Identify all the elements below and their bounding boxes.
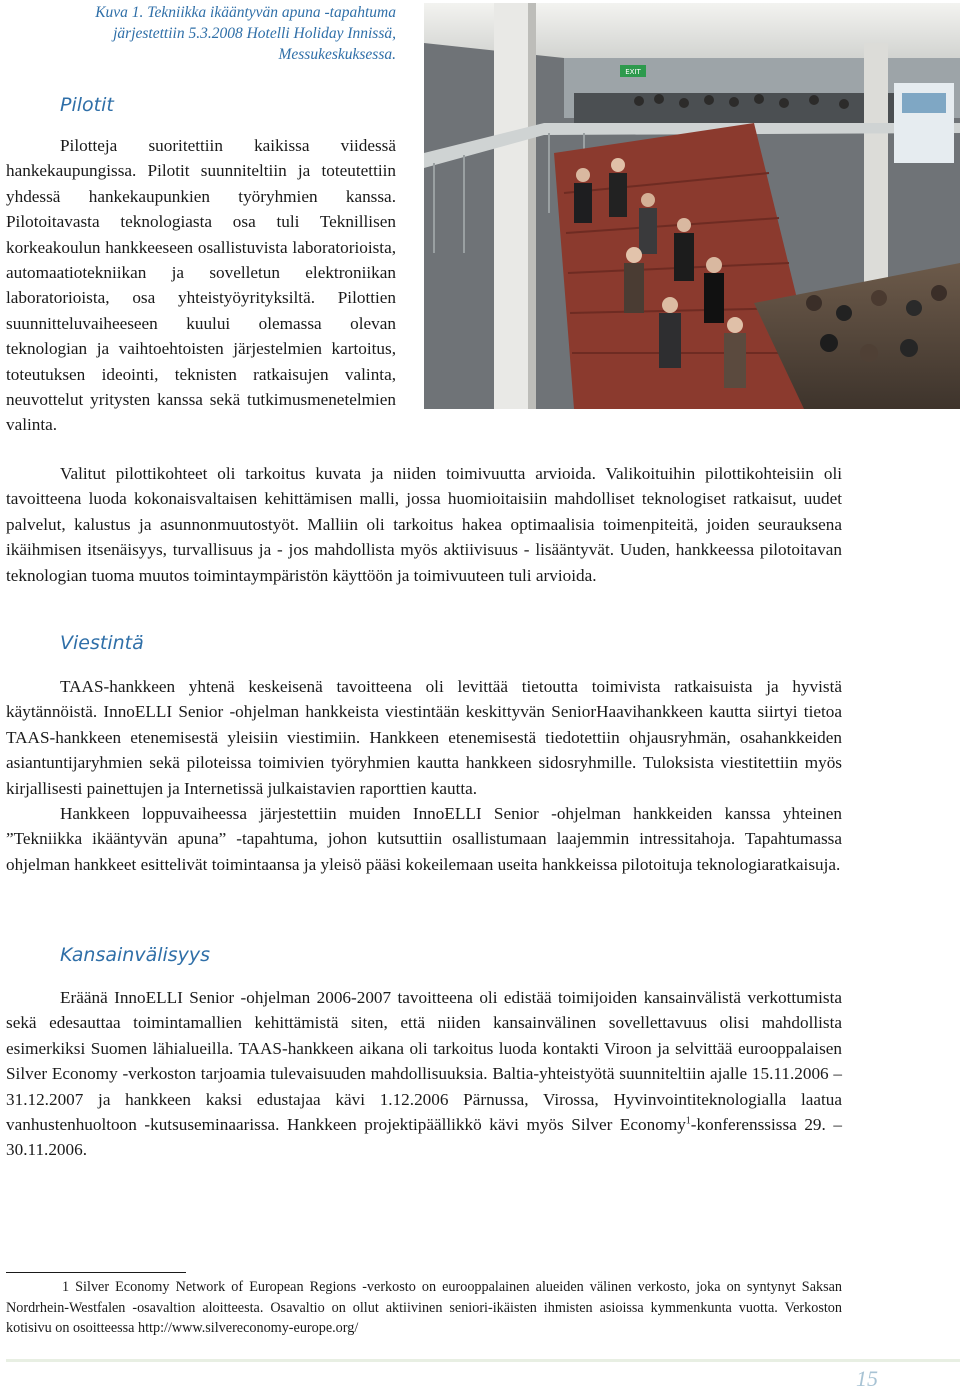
viestinta-paragraph-2: Hankkeen loppuvaiheessa järjestettiin muiden InnoELLI Senior -ohjelman hankkeiden kanssa yhteinen ”Tekniikka ikääntyvän apuna” -tapahtuma, johon kutsuttiin osallistumaan laajemmin intressitahoja. Tapahtumassa ohjelman hankkeet esittelivät toimintaansa ja yleisö pääsi kokeilemaan useita hankkeissa pilotoituja teknologiaratkaisuja. <box>6 804 842 874</box>
kansainvalisyys-text-a: Eräänä InnoELLI Senior -ohjelman 2006-2007 tavoitteena oli edistää toimijoiden kansainvälistä verkottumista sekä edesauttaa toimintamallien kehittämistä siten, että niiden kansainvälinen sovellettavuus olisi mahdollista esimerkiksi Suomen lähialueilla. TAAS-hankkeen aikana oli tarkoitus luoda kontakti Viroon ja selvittää eurooppalaisen Silver Economy -verkoston tarjoamia tulevaisuuden mahdollisuuksia. Baltia-yhteistyötä suunniteltiin ajalle 15.11.2006 – 31.12.2007 ja hankkeen kaksi edustajaa kävi 1.12.2006 Pärnussa, Virossa, Hyvinvointiteknologialla laatua vanhustenhuoltoon -kutsuseminaarissa. Hankkeen projektipäällikkö kävi myös Silver Economy <box>6 988 842 1135</box>
pilotit-paragraph-2-block <box>6 461 842 588</box>
figure-caption <box>40 2 396 65</box>
viestinta-paragraph-1: TAAS-hankkeen yhtenä keskeisenä tavoitteena oli levittää tietoutta toimivista ratkaisuista ja hyvistä käytännöistä. InnoELLI Senior -ohjelman hankkeista viestintään keskittyvän SeniorHaavihankkeen kautta siirtyi tietoa TAAS-hankkeen etenemisestä yleisiin viestimiin. Hankkeen etenemisestä tiedotettiin ohjausryhmän, osahankkeiden asiantuntijaryhmien sekä piloteissa toimivien työryhmien kautta hankkeen sidosryhmille. Tuloksista viestitettiin myös kirjallisesti painettujen ja Internetissä julkaistavien raporttien kautta. <box>6 677 842 798</box>
footnote <box>6 1277 842 1339</box>
footnote-divider <box>6 1272 186 1273</box>
kansainvalisyys-body <box>6 985 842 1163</box>
viestinta-body <box>6 674 842 877</box>
event-photo <box>424 3 960 409</box>
pilotit-paragraph-2: Valitut pilottikohteet oli tarkoitus kuvata ja niiden toimivuutta arvioida. Valikoituihin pilottikohteisiin oli tavoitteena luoda kokonaisvaltaisen kehittämisen malli, jossa huomioitaisiin mahdolliset teknologiset ratkaisut, uudet palvelut, kalustus ja asunnonmuutostyöt. Malliin oli tarkoitus hakea optimaalisia toimenpiteitä, joiden seurauksena ikäihmisen itsenäisyys, turvallisuus ja - jos mahdollista myös aktiivisuus - lisääntyvät. Uuden, hankkeessa pilotoitavan teknologian tuoma muutos toimintaympäristön käyttöön ja toimivuuteen tuli arvioida. <box>6 464 842 585</box>
pilotit-paragraph-1: Pilotteja suoritettiin kaikissa viidessä hankekaupungissa. Pilotit suunniteltiin ja toteutettiin yhdessä hankekaupunkien työryhmien kanssa. Pilotoitavasta teknologiasta osa tuli Teknillisen korkeakoulun hankkeeseen osallistuvista laboratorioista, automaatiotekniikan ja sovelletun elektroniikan laboratorioista, osa yhteistyöyrityksiltä. Pilottien suunnitteluvaiheeseen kuului olemassa olevan teknologian ja vaihtoehtoisten järjestelmien kartoitus, toteutuksen ideointi, teknisten ratkaisujen valinta, neuvottelut yritysten kanssa sekä tutkimusmenetelmien valinta. <box>6 136 396 435</box>
caption-line-2: järjestettiin 5.3.2008 Hotelli Holiday Innissä, <box>113 25 396 42</box>
heading-viestinta: Viestintä <box>60 632 144 654</box>
footnote-text: 1 Silver Economy Network of European Regions -verkosto on eurooppalainen alueiden välinen verkosto, joka on syntynyt Saksan Nordrhein-Westfalen -osavaltion aloitteesta. Osavaltio on ollut aktiivinen seniori-ikäisten ihmisten asioissa kymmenkunta vuotta. Verkoston kotisivu on osoitteessa http://www.silvereconomy-europe.org/ <box>6 1279 842 1336</box>
heading-pilotit: Pilotit <box>60 94 114 116</box>
footnote-reference: 1 <box>685 1115 691 1127</box>
footer-rule <box>6 1359 960 1362</box>
page-number: 15 <box>856 1366 878 1391</box>
event-photo-illustration <box>424 3 960 409</box>
caption-line-1: Kuva 1. Tekniikka ikääntyvän apuna -tapahtuma <box>95 4 396 21</box>
exit-sign-text: EXIT <box>625 68 641 76</box>
kansainvalisyys-paragraph-1 <box>6 985 842 1163</box>
pilotit-paragraph-1-block <box>6 133 396 438</box>
heading-kansainvalisyys: Kansainvälisyys <box>60 944 211 966</box>
kansainvalisyys-text-b: -konferenssissa 29. – 30.11.2006. <box>6 1115 842 1160</box>
caption-line-3: Messukeskuksessa. <box>278 46 396 63</box>
